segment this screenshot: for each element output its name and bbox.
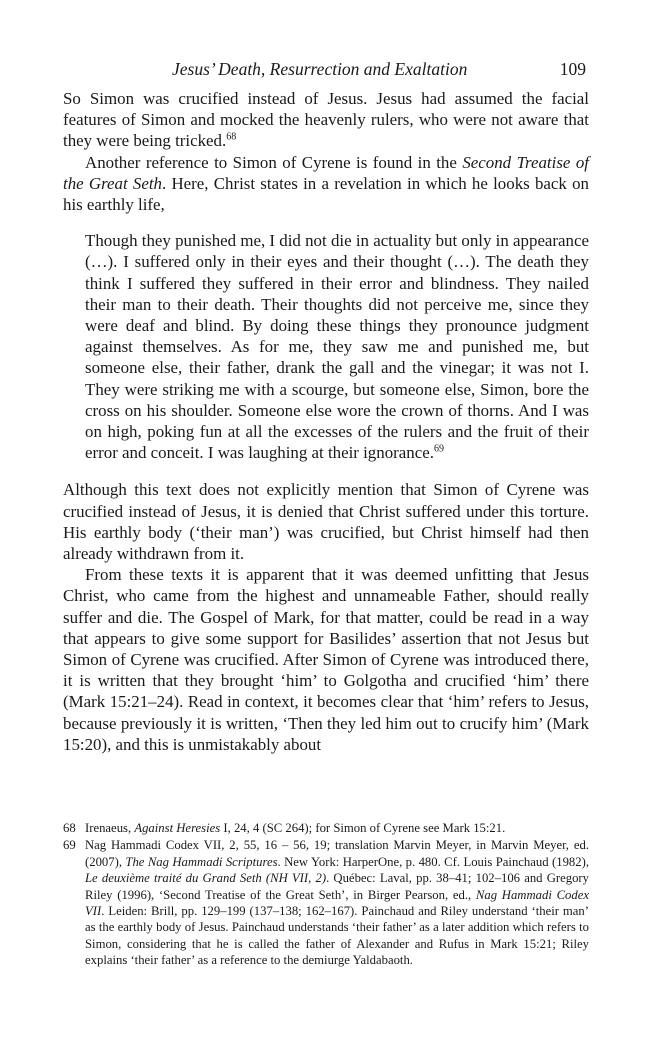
- footnote-text: [85, 837, 589, 968]
- footnote-69-title-3: Nag Hammadi Codex VII: [85, 887, 589, 919]
- footnote-text: [85, 820, 589, 836]
- footnote-69-text-c: . Québec: Laval, pp. 38–41; 102–106 and Gregory Riley (1996), ‘Second Treatise of the Great Seth’, in Birger Pearson, ed.,: [85, 871, 589, 902]
- footnote-number: 68: [63, 821, 76, 835]
- work-title: Second Treatise of the Great Seth: [63, 152, 589, 193]
- footnote-69-title-1: The Nag Hammadi Scriptures: [125, 854, 278, 869]
- block-quote: [85, 230, 589, 463]
- body-text-continued: [63, 479, 589, 755]
- footnote-68-text-a: Irenaeus,: [85, 821, 135, 835]
- footnote-69-text-a: Nag Hammadi Codex VII, 2, 55, 16 – 56, 19; translation Marvin Meyer, in Marvin Meyer, ed. (2007),: [85, 838, 589, 869]
- footnote-69-text-b: . New York: HarperOne, p. 480. Cf. Louis Painchaud (1982),: [277, 854, 589, 869]
- paragraph-4: From these texts it is apparent that it was deemed unfitting that Jesus Christ, who came from the highest and unnameable Father, should really suffer and die. The Gospel of Mark, for that matter, could be read in a way that appears to give some support for Basilides’ assertion that not Jesus but Simon of Cyrene was crucified. After Simon of Cyrene was introduced there, it is written that they brought ‘him’ to Golgotha and crucified ‘him’ there (Mark 15:21–24). Read in context, it becomes clear that ‘him’ refers to Jesus, because previously it is written, ‘Then they led him out to crucify him’ (Mark 15:20), and this is unmistakably about: [63, 565, 589, 754]
- footnote-69-text-d: . Leiden: Brill, pp. 129–199 (137–138; 162–167). Painchaud and Riley understand ‘their man’ as the earthly body of Jesus. Painchaud understands ‘their father’ as a later addition which refers to Simon, considering that he is called the father of Alexander and Rufus in Mark 15:21; Riley explains ‘their father’ as a reference to the demiurge Yaldabaoth.: [85, 904, 589, 968]
- footnote-69-title-2: Le deuxième traité du Grand Seth (NH VII, 2): [85, 871, 327, 886]
- paragraph-2-text-b: . Here, Christ states in a revelation in which he looks back on his earthly life,: [63, 173, 589, 215]
- block-quote-text: Though they punished me, I did not die in actuality but only in appearance (…). I suffered only in their eyes and their thought (…). The death they think I suffered they suffered in their error and blindness. They nailed their man to their death. Their thoughts did not perceive me, since they were deaf and blind. By doing these things they pronounce judgment against themselves. As for me, they saw me and punished me, but someone else, their father, drank the gall and the vinegar; it was not I. They were striking me with a scourge, but someone else, Simon, bore the cross on his shoulder. Someone else wore the crown of thorns. And I was on high, poking fun at all the excesses of the rulers and the fruit of their error and conceit. I was laughing at their ignorance.: [85, 231, 589, 463]
- body-text: [63, 88, 589, 215]
- paragraph-1-text: So Simon was crucified instead of Jesus. Jesus had assumed the facial features of Simon and mocked the heavenly rulers, who were not aware that they were being tricked.: [63, 89, 589, 151]
- footnotes: [63, 820, 589, 970]
- paragraph-1: [63, 88, 589, 152]
- footnote-68: [63, 820, 589, 836]
- footnote-ref-68: 68: [226, 131, 237, 143]
- footnote-68-text-b: I, 24, 4 (SC 264); for Simon of Cyrene see Mark 15:21.: [220, 821, 506, 835]
- paragraph-3: Although this text does not explicitly mention that Simon of Cyrene was crucified instead of Jesus, it is denied that Christ suffered under this torture. His earthly body (‘their man’) was crucified, but Christ himself had then already withdrawn from it.: [63, 480, 589, 564]
- paragraph-2: [63, 152, 589, 216]
- footnote-number: 69: [63, 838, 76, 853]
- running-title: Jesus’ Death, Resurrection and Exaltation: [172, 59, 468, 79]
- footnote-69: [63, 837, 589, 968]
- paragraph-2-text-a: Another reference to Simon of Cyrene is found in the: [85, 152, 463, 172]
- footnote-ref-69: 69: [433, 443, 444, 455]
- running-head: [63, 58, 589, 88]
- page-number: 109: [559, 59, 586, 79]
- page: [63, 58, 589, 755]
- footnote-68-title: Against Heresies: [134, 821, 221, 835]
